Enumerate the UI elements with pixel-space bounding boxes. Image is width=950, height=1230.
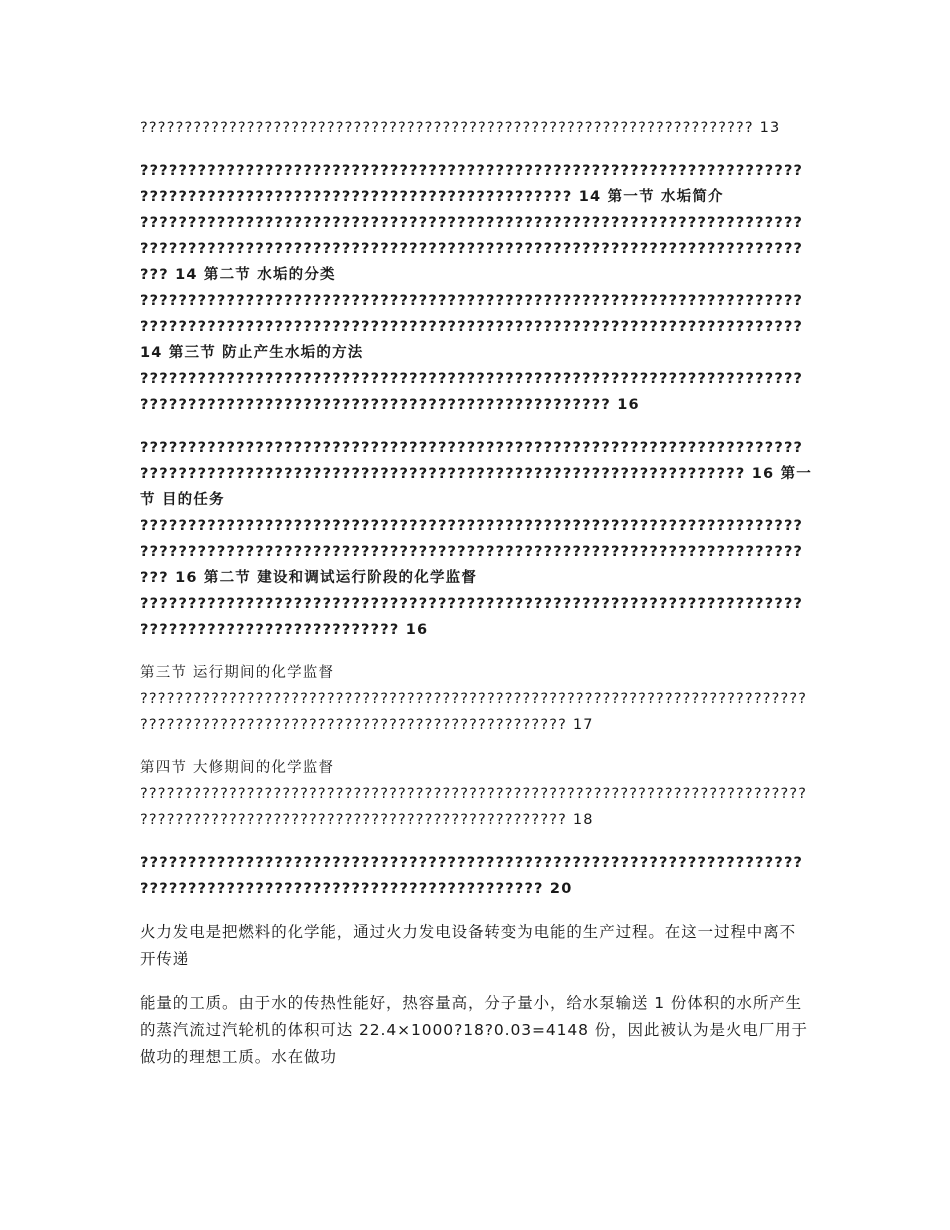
document-body xyxy=(140,115,812,1088)
toc-chapter-entry: ?????????????????????????????????????????????????????????????????????????????????????????????????????????????????? 14 第一节 水垢简介 ????????????????????????????????????????????????????????????????????????????????????????????????????????????????????????????????????????????? 14 第二节 水垢的分类 ?????????????????????????????????????????????????????????????????????????????????????????????????????????????????????????????????????????? 14 第三节 防止产生水垢的方法 ?????????????????????????????????????????????????????????????????????????????????????????????????????????????????????? 16 xyxy=(140,163,804,413)
toc-entry: ????????????????????????????????????????????????????????????????????? 13 xyxy=(140,120,781,136)
toc-chapter-entry: ??????????????????????????????????????????????????????????????????????????????????????????????????????????????? 20 xyxy=(140,855,804,897)
toc-chapter-entry: ???????????????????????????????????????????????????????????????????????????????????????????????????????????????????????????????????? 16 第一节 目的任务 ????????????????????????????????????????????????????????????????????????????????????????????????????????????????????????????????????????????? 16 第二节 建设和调试运行阶段的化学监督 ???????????????????????????????????????????????????????????????????????????????????????????????? 16 xyxy=(140,440,812,638)
body-paragraph: 火力发电是把燃料的化学能，通过火力发电设备转变为电能的生产过程。在这一过程中离不开传递 xyxy=(140,923,797,968)
body-paragraph: 能量的工质。由于水的传热性能好，热容量高，分子量小，给水泵输送 1 份体积的水所产生的蒸汽流过汽轮机的体积可达 22.4×1000?18?0.03=4148 份，因此被认为是火电厂用于做功的理想工质。水在做功 xyxy=(140,994,808,1066)
toc-entry: 第四节 大修期间的化学监督 ??????????????????????????????????????????????????????????????????????????????????????????????????????????????????????????? 18 xyxy=(140,760,808,828)
toc-entry: 第三节 运行期间的化学监督 ??????????????????????????????????????????????????????????????????????????????????????????????????????????????????????????? 17 xyxy=(140,665,808,733)
